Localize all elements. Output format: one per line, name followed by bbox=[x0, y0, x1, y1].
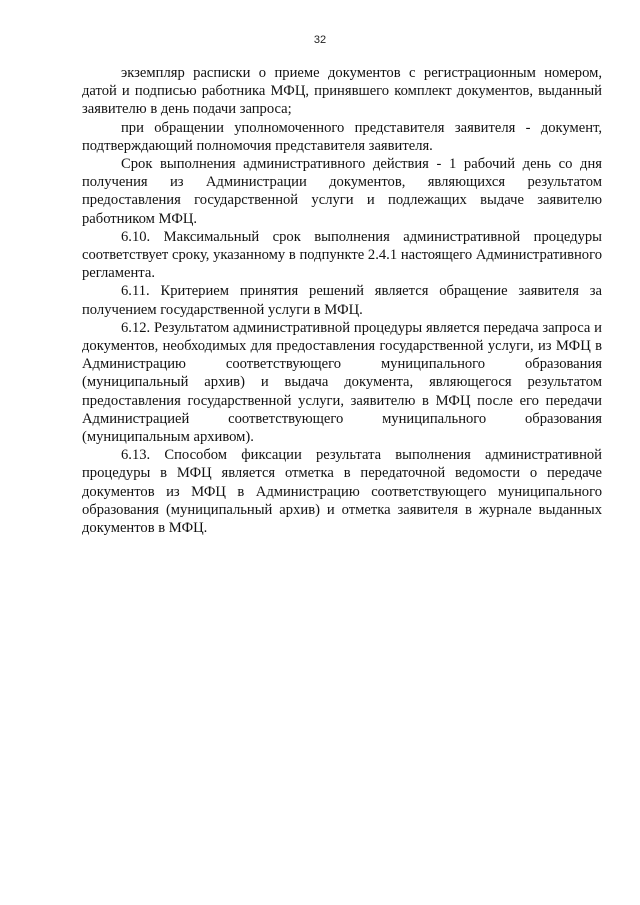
page-number: 32 bbox=[313, 34, 327, 46]
paragraph-6-10: 6.10. Максимальный срок выполнения административной процедуры соответствует сроку, указанному в подпункте 2.4.1 настоящего Административного регламента. bbox=[82, 228, 602, 282]
paragraph-receipt-copy: экземпляр расписки о приеме документов с регистрационным номером, датой и подписью работника МФЦ, принявшего комплект документов, выданный заявителю в день подачи запроса; bbox=[82, 65, 602, 118]
paragraph-6-13: 6.13. Способом фиксации результата выполнения административной процедуры в МФЦ является отметка в передаточной ведомости о передаче документов из МФЦ в Администрацию соответствующего муниципального образования (муниципальный архив) и отметка заявителя в журнале выданных документов в МФЦ. bbox=[82, 447, 602, 537]
paragraph-representative-document: при обращении уполномоченного представителя заявителя - документ, подтверждающий полномочия представителя заявителя. bbox=[82, 119, 602, 154]
paragraph-action-deadline: Срок выполнения административного действия - 1 рабочий день со дня получения из Администрации документов, являющихся результатом предоставления государственной услуги и подлежащих выдаче заявителю работником МФЦ. bbox=[82, 156, 602, 227]
paragraph-6-11: 6.11. Критерием принятия решений является обращение заявителя за получением государственной услуги в МФЦ. bbox=[82, 283, 602, 318]
document-body bbox=[82, 64, 602, 537]
paragraph-6-12: 6.12. Результатом административной процедуры является передача запроса и документов, необходимых для предоставления государственной услуги, из МФЦ в Администрацию соответствующего муниципального образования (муниципальный архив) и выдача документа, являющегося результатом предоставления государственной услуги, заявителю в МФЦ после его передачи Администрацией соответствующего муниципального образования (муниципальным архивом). bbox=[82, 319, 602, 446]
